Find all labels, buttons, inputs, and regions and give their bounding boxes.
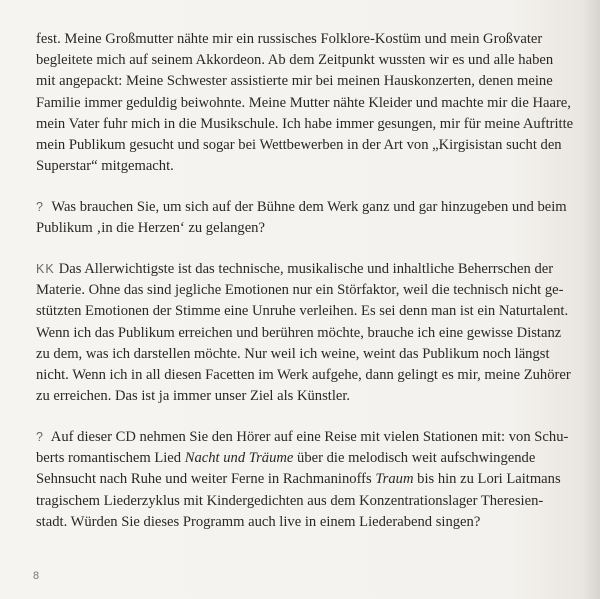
text-line [36,259,600,280]
question-marker: ? [36,200,44,214]
line-text: berts romantischem Lied [36,450,185,467]
text-line: mit angepackt: Meine Schwester assistierte mir bei meinen Hauskonzerten, denen meine [36,73,553,90]
text-line: mein Publikum gesucht und sogar bei Wettbewerben in der Art von „Kirgisistan sucht den [36,136,562,153]
text-line [36,469,600,490]
answer-text: Das Allerwichtigste ist das technische, musikalische und inhaltliche Beherrschen der [58,261,554,277]
paragraph-intro [36,29,600,177]
text-line: mein Vater fuhr mich in die Musikschule. Ich habe immer gesungen, mir für meine Auftritte [36,115,574,132]
answer-1 [36,259,600,407]
line-text: bis hin zu Lori Laitmans [413,471,561,488]
text-line: nicht. Wenn ich in all diesen Facetten im Werk aufgehe, dann gelingt es mir, meine Zuhörer [36,366,571,383]
text-line: tragischem Liederzyklus mit Kindergedichten aus dem Konzentrationslager Theresien- [36,492,544,509]
text-line: Materie. Ohne das sind jegliche Emotionen nur ein Störfaktor, weil die technisch nicht ge- [36,282,564,299]
text-line: fest. Meine Großmutter nähte mir ein russisches Folklore-Kostüm und mein Großvater [36,31,543,47]
page-number: 8 [33,570,40,582]
text-line: Wenn ich das Publikum erreichen und berühren möchte, brauche ich eine gewisse Distanz [36,324,562,341]
text-line: Publikum ‚in die Herzen‘ zu gelangen? [36,220,265,237]
text-line: stadt. Würden Sie dieses Programm auch live in einem Liederabend singen? [36,513,481,530]
text-line [36,197,600,218]
question-text: Was brauchen Sie, um sich auf der Bühne dem Werk ganz und gar hinzugeben und beim [51,199,567,215]
line-text: Sehnsucht nach Ruhe und weiter Ferne in Rachmaninoffs [36,471,376,488]
song-title: Nacht und Träume [184,450,294,467]
text-line: zu erreichen. Das ist ja immer unser Ziel als Künstler. [36,388,351,405]
text-line: begleitete mich auf seinem Akkordeon. Ab dem Zeitpunkt wussten wir es und alle haben [36,52,554,69]
text-line: Superstar“ mitgemacht. [36,158,174,175]
question-2 [36,427,600,533]
question-marker: ? [36,430,44,444]
song-title: Traum [375,471,414,488]
line-text: über die melodisch weit aufschwingende [293,450,536,467]
text-line: Familie immer geduldig beiwohnte. Meine Mutter nähte Kleider und machte mir die Haare, [36,94,571,111]
text-line: zu dem, was ich darstellen möchte. Nur weil ich weine, weint das Publikum noch längst [36,345,550,362]
question-text: Auf dieser CD nehmen Sie den Hörer auf eine Reise mit vielen Stationen mit: von Schu- [50,429,569,445]
question-1 [36,197,600,239]
text-line [36,448,600,469]
speaker-initials: KK [36,262,55,276]
text-line: stützten Emotionen der Stimme eine Unruhe verleihen. Es sei denn man ist ein Naturtalent. [36,303,569,320]
text-line [36,427,600,448]
